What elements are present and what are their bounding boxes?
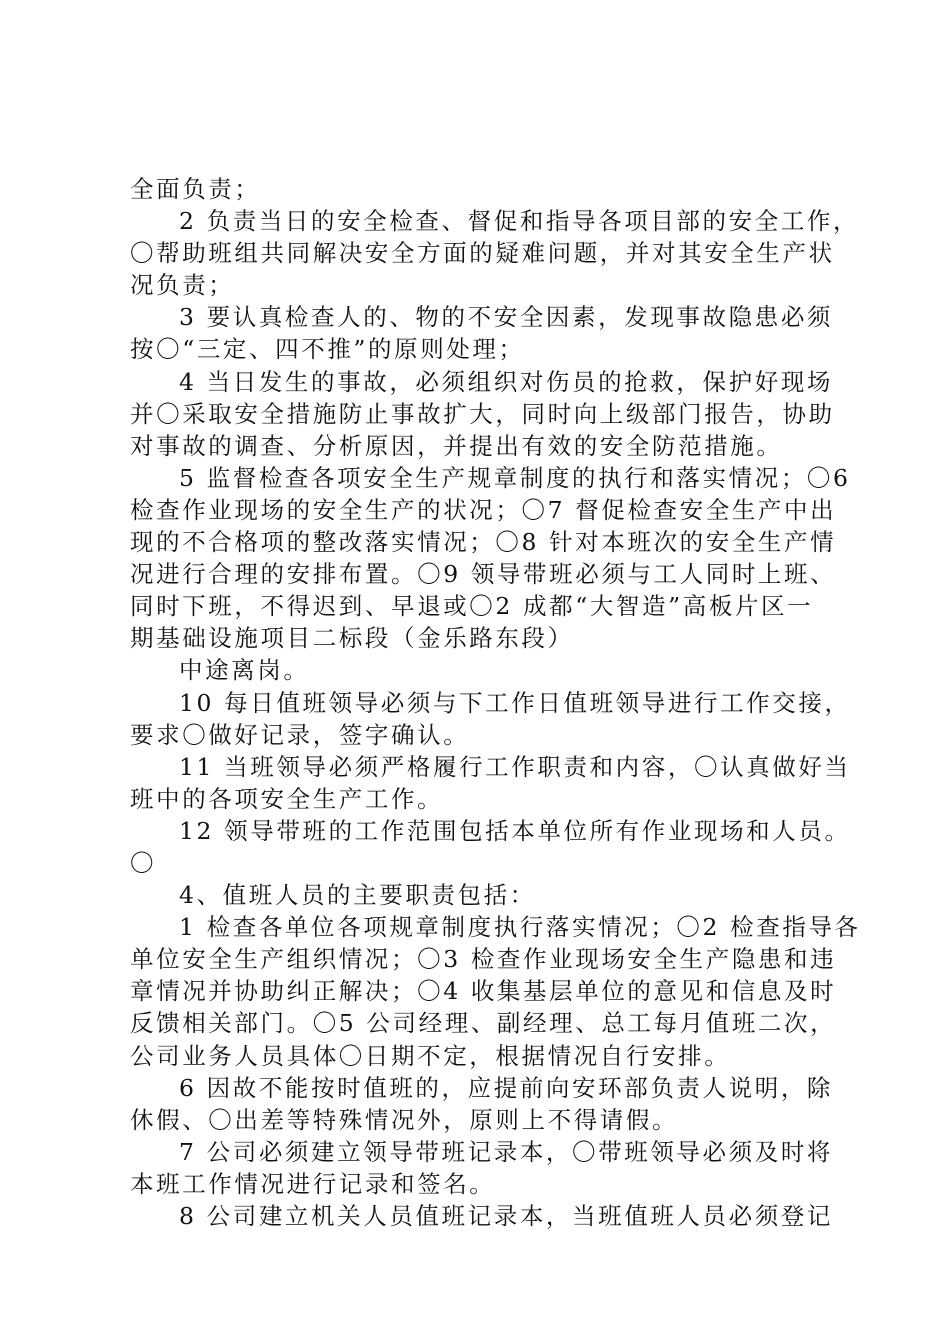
text-line: 章情况并协助纠正解决；〇4 收集基层单位的意见和信息及时 xyxy=(130,977,837,1006)
text-line: 2 负责当日的安全检查、督促和指导各项目部的安全工作， xyxy=(179,207,860,236)
text-line: 检查作业现场的安全生产的状况；〇7 督促检查安全生产中出 xyxy=(130,495,837,524)
text-line: 11 当班领导必须严格履行工作职责和内容，〇认真做好当 xyxy=(179,752,851,781)
text-line: 公司业务人员具体〇日期不定，根据情况自行安排。 xyxy=(130,1041,731,1070)
text-line: 3 要认真检查人的、物的不安全因素，发现事故隐患必须 xyxy=(179,303,834,332)
text-line: 期基础设施项目二标段（金乐路东段） xyxy=(130,624,574,653)
text-line: 现的不合格项的整改落实情况；〇8 针对本班次的安全生产情 xyxy=(130,528,837,557)
text-line: 同时下班，不得迟到、早退或〇2 成都“大智造”高板片区一 xyxy=(130,592,814,621)
text-line: 中途离岗。 xyxy=(179,656,310,685)
text-line: 10 每日值班领导必须与下工作日值班领导进行工作交接， xyxy=(179,688,851,717)
text-line: 反馈相关部门。〇5 公司经理、副经理、总工每月值班二次， xyxy=(130,1009,837,1038)
text-line: 12 领导带班的工作范围包括本单位所有作业现场和人员。 xyxy=(179,816,851,845)
text-line: 〇帮助班组共同解决安全方面的疑难问题，并对其安全生产状 xyxy=(130,239,835,268)
text-line: 全面负责； xyxy=(130,175,261,203)
text-line: 单位安全生产组织情况；〇3 检查作业现场安全生产隐患和违 xyxy=(130,945,837,974)
text-line: 4 当日发生的事故，必须组织对伤员的抢救，保护好现场 xyxy=(179,367,834,396)
text-line: 按〇“三定、四不推”的原则处理； xyxy=(130,335,525,364)
text-line: 并〇采取安全措施防止事故扩大，同时向上级部门报告，协助 xyxy=(130,399,835,428)
text-line: 要求〇做好记录，签字确认。 xyxy=(130,720,470,749)
text-line: 7 公司必须建立领导带班记录本，〇带班领导必须及时将 xyxy=(179,1137,834,1166)
text-line: 6 因故不能按时值班的，应提前向安环部负责人说明，除 xyxy=(179,1073,834,1102)
text-line: 〇 xyxy=(130,848,157,877)
text-line: 5 监督检查各项安全生产规章制度的执行和落实情况；〇6 xyxy=(179,463,851,492)
text-line: 本班工作情况进行记录和签名。 xyxy=(130,1169,496,1198)
text-line: 对事故的调查、分析原因，并提出有效的安全防范措施。 xyxy=(130,431,783,460)
text-line: 况进行合理的安排布置。〇9 领导带班必须与工人同时上班、 xyxy=(130,560,837,589)
text-line: 班中的各项安全生产工作。 xyxy=(130,784,444,813)
text-line: 8 公司建立机关人员值班记录本，当班值班人员必须登记 xyxy=(179,1202,834,1230)
text-line: 4、值班人员的主要职责包括： xyxy=(179,881,536,910)
document-page xyxy=(130,173,861,1232)
text-line: 休假、〇出差等特殊情况外，原则上不得请假。 xyxy=(130,1105,679,1134)
text-line: 况负责； xyxy=(130,271,235,300)
text-line: 1 检查各单位各项规章制度执行落实情况；〇2 检查指导各 xyxy=(179,913,861,942)
